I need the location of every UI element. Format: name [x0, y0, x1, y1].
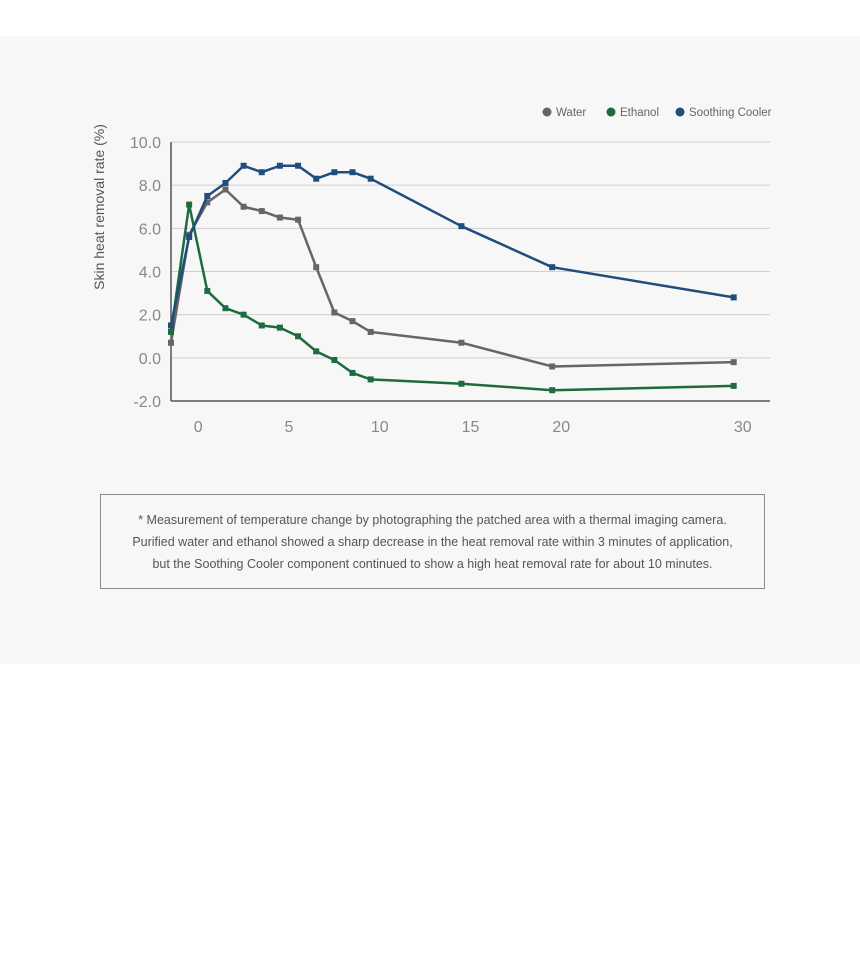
line-chart	[0, 36, 860, 476]
note-line: but the Soothing Cooler component continued to show a high heat removal rate for about 10 minutes.	[152, 556, 713, 571]
data-point	[259, 169, 265, 175]
data-point	[241, 204, 247, 210]
x-tick-label: 30	[733, 419, 752, 436]
measurement-note	[100, 494, 765, 589]
x-tick-label: 15	[461, 419, 480, 436]
data-point	[731, 383, 737, 389]
x-tick-label: 0	[193, 419, 203, 436]
data-point	[277, 163, 283, 169]
data-point	[241, 163, 247, 169]
data-point	[350, 318, 356, 324]
data-point	[731, 294, 737, 300]
data-point	[204, 288, 210, 294]
data-point	[186, 234, 192, 240]
data-point	[241, 312, 247, 318]
data-point	[458, 340, 464, 346]
data-point	[259, 322, 265, 328]
data-point	[295, 217, 301, 223]
data-point	[295, 333, 301, 339]
data-point	[295, 163, 301, 169]
note-line: * Measurement of temperature change by photographing the patched area with a thermal imaging camera.	[138, 512, 727, 527]
y-tick-label: 2.0	[138, 307, 161, 325]
data-point	[277, 215, 283, 221]
data-point	[222, 305, 228, 311]
legend-marker	[676, 108, 685, 117]
series-line-ethanol	[171, 205, 734, 391]
data-point	[204, 193, 210, 199]
legend-marker	[607, 108, 616, 117]
x-tick-label: 5	[284, 419, 294, 436]
legend-label: Soothing Cooler	[689, 107, 772, 119]
legend-label: Ethanol	[620, 107, 660, 119]
data-point	[368, 329, 374, 335]
data-point	[277, 325, 283, 331]
data-point	[168, 340, 174, 346]
data-point	[186, 202, 192, 208]
data-point	[168, 329, 174, 335]
data-point	[731, 359, 737, 365]
data-point	[458, 223, 464, 229]
data-point	[331, 357, 337, 363]
series-line-water	[171, 189, 734, 366]
data-point	[331, 310, 337, 316]
legend-marker	[543, 108, 552, 117]
y-axis-label: Skin heat removal rate (%)	[91, 124, 107, 290]
data-point	[350, 370, 356, 376]
data-point	[331, 169, 337, 175]
y-tick-label: 10.0	[129, 135, 161, 152]
data-point	[222, 186, 228, 192]
series-line-soothing-cooler	[171, 166, 734, 326]
data-point	[313, 176, 319, 182]
series-lines	[168, 163, 737, 393]
legend	[543, 107, 772, 119]
legend-label: Water	[556, 107, 587, 119]
x-tick-label: 20	[552, 419, 571, 436]
y-tick-label: 4.0	[138, 264, 161, 282]
y-tick-label: 0.0	[138, 350, 161, 368]
x-tick-label: 10	[370, 419, 389, 436]
data-point	[313, 348, 319, 354]
data-point	[549, 264, 555, 270]
chart-panel	[0, 36, 860, 664]
note-line: Purified water and ethanol showed a sharp decrease in the heat removal rate within 3 minutes of application,	[132, 534, 733, 549]
data-point	[368, 176, 374, 182]
y-tick-label: 6.0	[138, 221, 161, 239]
y-tick-label: -2.0	[133, 394, 161, 411]
data-point	[368, 376, 374, 382]
data-point	[222, 180, 228, 186]
data-point	[458, 381, 464, 387]
y-tick-label: 8.0	[138, 178, 161, 196]
data-point	[313, 264, 319, 270]
data-point	[549, 363, 555, 369]
data-point	[350, 169, 356, 175]
data-point	[168, 322, 174, 328]
data-point	[549, 387, 555, 393]
data-point	[259, 208, 265, 214]
